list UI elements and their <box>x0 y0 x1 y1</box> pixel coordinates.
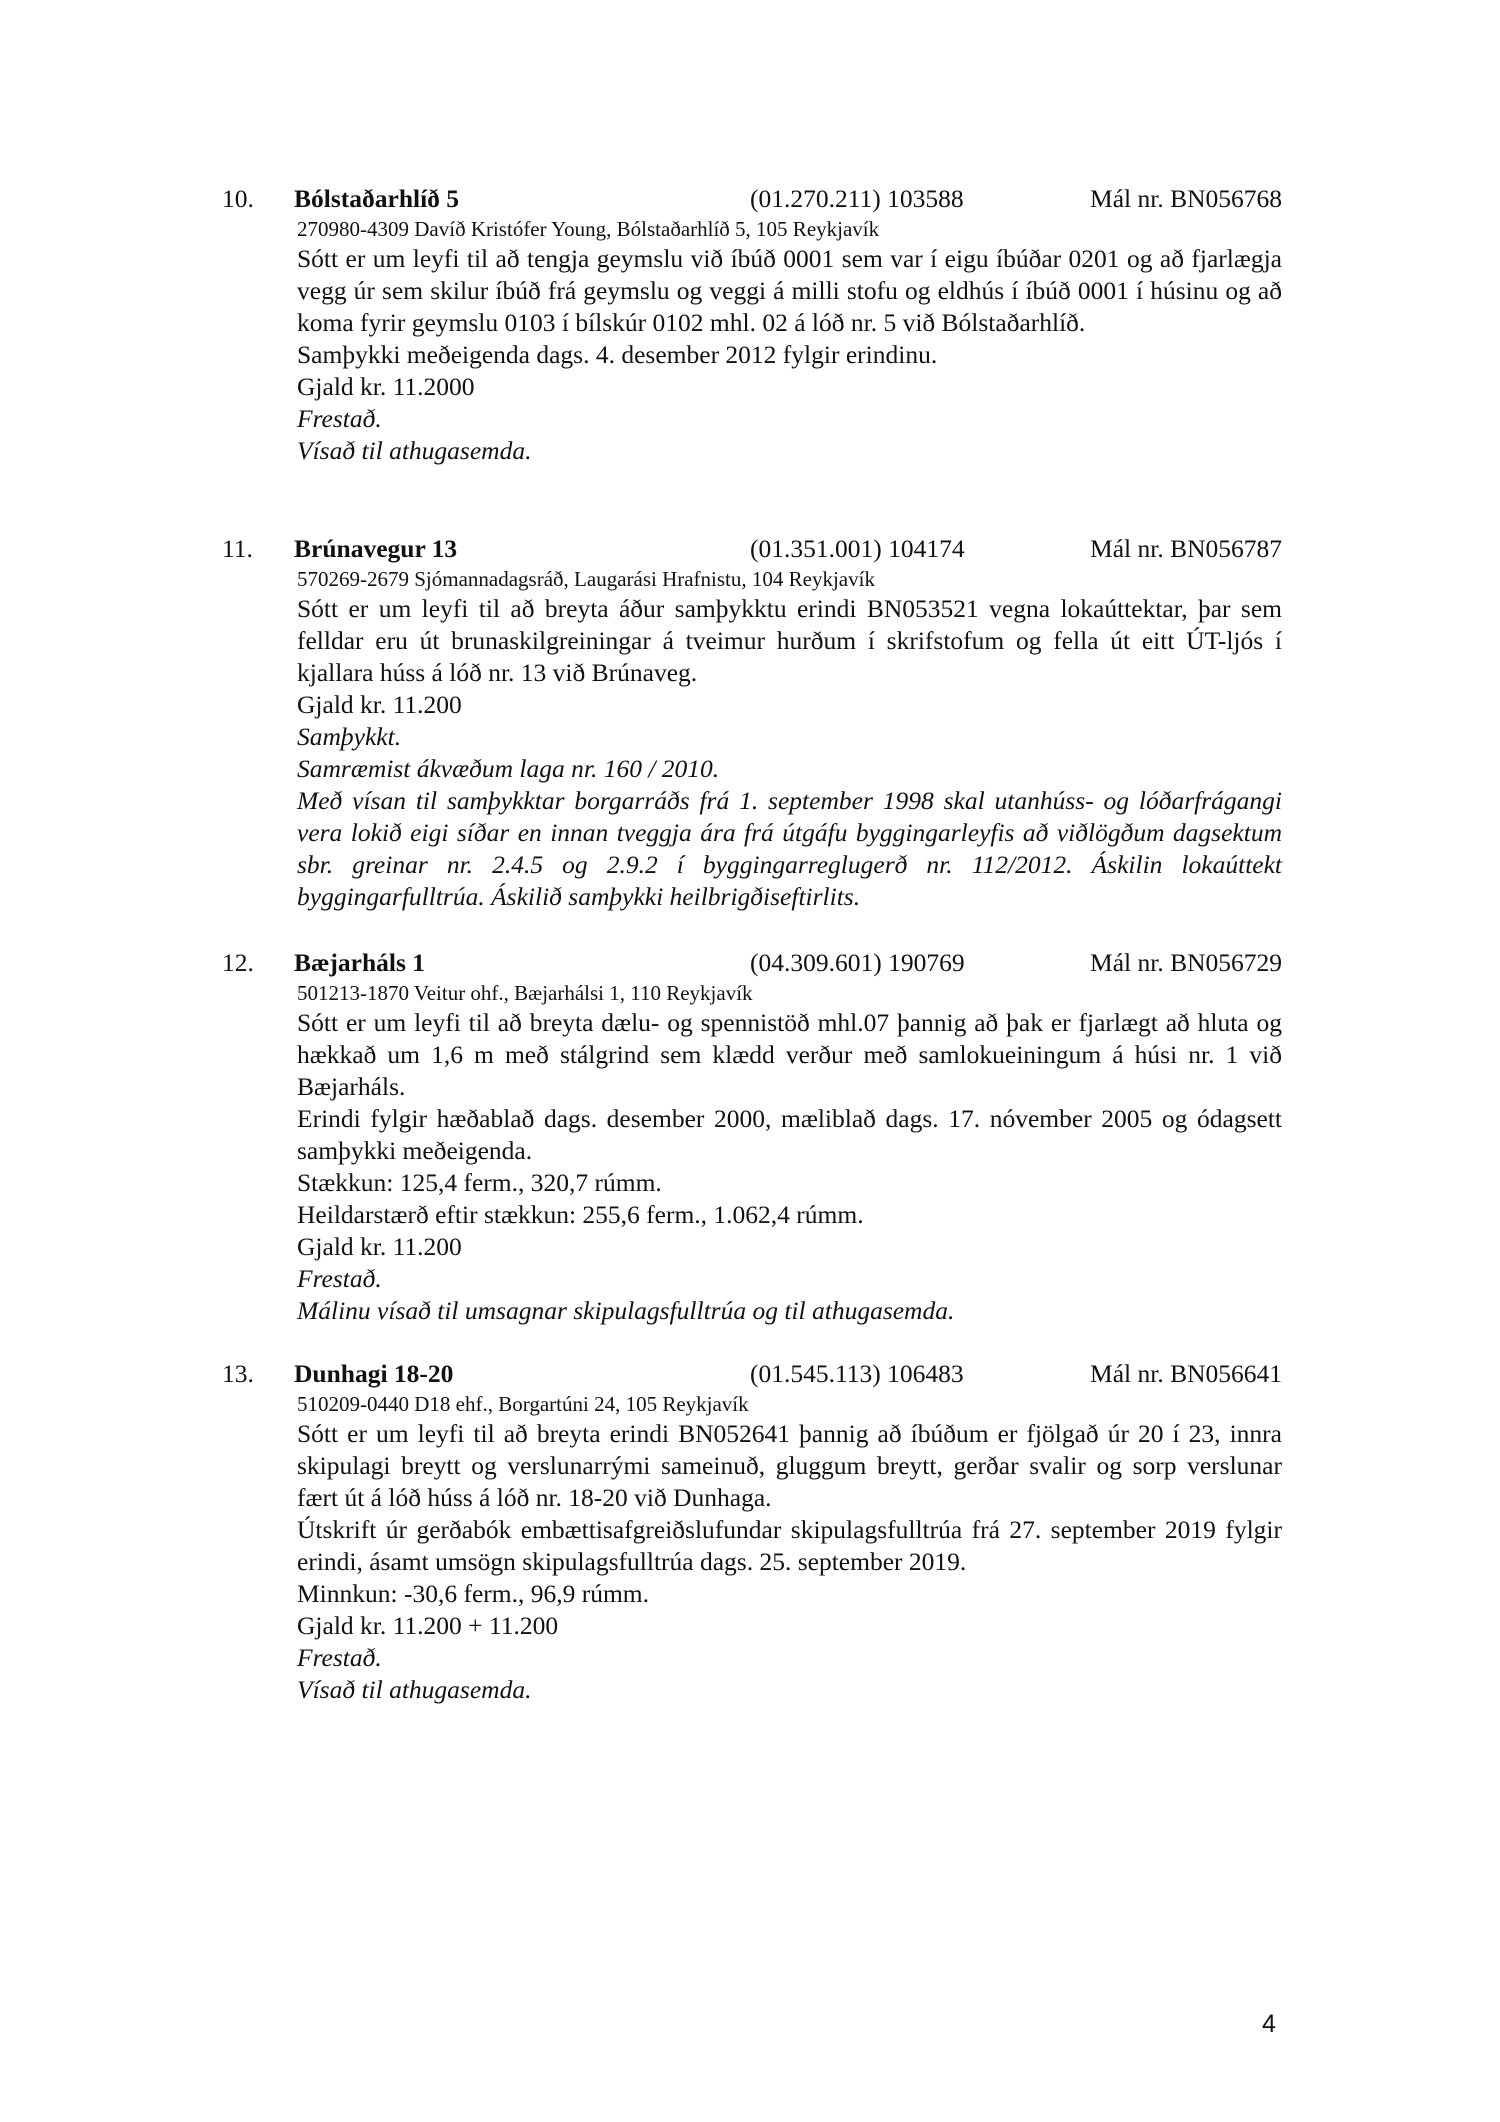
item-land-number: (04.309.601) 190769 <box>750 948 965 977</box>
item-header <box>222 946 1282 980</box>
item-land-number: (01.270.211) 103588 <box>750 184 964 213</box>
item-header <box>222 182 1282 216</box>
item-address: Bólstaðarhlíð 5 <box>294 184 460 213</box>
agenda-item-12 <box>222 946 1282 1327</box>
item-applicant: 570269-2679 Sjómannadagsráð, Laugarási Hrafnistu, 104 Reykjavík <box>297 567 875 591</box>
item-description-attachments: Útskrift úr gerðabók embættisafgreiðslufundar skipulagsfulltrúa frá 27. september 2019 fylgir erindi, ásamt umsögn skipulagsfulltrúa dags. 25. september 2019. <box>297 1515 1282 1576</box>
item-note: Með vísan til samþykktar borgarráðs frá 1. september 1998 skal utanhúss- og lóðarfrágangi vera lokið eigi síðar en innan tveggja ára frá útgáfu byggingarleyfis að viðlögðum dagsektum sbr. greinar nr. 2.4.5 og 2.9.2 í byggingarreglugerð nr. 112/2012. Áskilin lokaúttekt byggingarfulltrúa. Áskilið samþykki heilbrigðiseftirlits. <box>297 786 1282 911</box>
agenda-item-11 <box>222 532 1282 913</box>
item-case-number: Mál nr. BN056768 <box>1090 184 1282 213</box>
item-detail: Minnkun: -30,6 ferm., 96,9 rúmm. <box>297 1579 650 1608</box>
page-number: 4 <box>1262 2010 1276 2038</box>
item-land-number: (01.351.001) 104174 <box>750 534 965 563</box>
item-body <box>297 566 1282 913</box>
item-number: 11. <box>222 534 253 563</box>
item-number: 10. <box>222 184 254 213</box>
item-description: Sótt er um leyfi til að breyta áður samþykktu erindi BN053521 vegna lokaúttektar, þar sem felldar eru út brunaskilgreiningar á tveimur hurðum í skrifstofum og fella út eitt ÚT-ljós í kjallara húss á lóð nr. 13 við Brúnaveg. <box>297 594 1282 687</box>
item-decision: Frestað. <box>297 404 382 433</box>
item-applicant: 501213-1870 Veitur ohf., Bæjarhálsi 1, 110 Reykjavík <box>297 981 753 1005</box>
item-land-number: (01.545.113) 106483 <box>750 1359 964 1388</box>
item-description: Sótt er um leyfi til að breyta dælu- og spennistöð mhl.07 þannig að þak er fjarlægt að hluta og hækkað um 1,6 m með stálgrind sem klædd verður með samlokueiningum á húsi nr. 1 við Bæjarháls. <box>297 1008 1282 1101</box>
item-number: 12. <box>222 948 254 977</box>
item-fee: Gjald kr. 11.200 <box>297 690 462 719</box>
item-description: Sótt er um leyfi til að breyta erindi BN052641 þannig að íbúðum er fjölgað úr 20 í 23, innra skipulagi breytt og verslunarrými sameinuð, gluggum breytt, gerðar svalir og sorp verslunar fært út á lóð húss á lóð nr. 18-20 við Dunhaga. <box>297 1419 1282 1512</box>
item-address: Dunhagi 18-20 <box>294 1359 454 1388</box>
item-applicant: 510209-0440 D18 ehf., Borgartúni 24, 105 Reykjavík <box>297 1392 749 1416</box>
item-fee: Gjald kr. 11.2000 <box>297 372 475 401</box>
item-header <box>222 532 1282 566</box>
item-fee: Gjald kr. 11.200 + 11.200 <box>297 1611 559 1640</box>
item-decision: Frestað. <box>297 1264 382 1293</box>
item-decision: Samþykkt. <box>297 722 402 751</box>
item-fee: Gjald kr. 11.200 <box>297 1232 462 1261</box>
item-case-number: Mál nr. BN056729 <box>1090 948 1282 977</box>
item-decision: Frestað. <box>297 1643 382 1672</box>
item-decision: Samræmist ákvæðum laga nr. 160 / 2010. <box>297 754 720 783</box>
item-decision: Vísað til athugasemda. <box>297 436 532 465</box>
item-address: Bæjarháls 1 <box>294 948 426 977</box>
agenda-item-13 <box>222 1357 1282 1706</box>
item-detail: Samþykki meðeigenda dags. 4. desember 2012 fylgir erindinu. <box>297 340 938 369</box>
item-description-attachments: Erindi fylgir hæðablað dags. desember 2000, mæliblað dags. 17. nóvember 2005 og ódagsett samþykki meðeigenda. <box>297 1104 1282 1165</box>
agenda-item-10 <box>222 182 1282 467</box>
item-detail: Stækkun: 125,4 ferm., 320,7 rúmm. <box>297 1168 662 1197</box>
item-decision: Málinu vísað til umsagnar skipulagsfulltrúa og til athugasemda. <box>297 1296 955 1325</box>
item-address: Brúnavegur 13 <box>294 534 458 563</box>
item-decision: Vísað til athugasemda. <box>297 1675 532 1704</box>
item-body <box>297 1391 1282 1706</box>
item-number: 13. <box>222 1359 254 1388</box>
item-header <box>222 1357 1282 1391</box>
item-case-number: Mál nr. BN056641 <box>1090 1359 1282 1388</box>
item-applicant: 270980-4309 Davíð Kristófer Young, Bólstaðarhlíð 5, 105 Reykjavík <box>297 217 880 241</box>
item-detail: Heildarstærð eftir stækkun: 255,6 ferm., 1.062,4 rúmm. <box>297 1200 864 1229</box>
item-body <box>297 980 1282 1327</box>
item-body <box>297 216 1282 467</box>
item-case-number: Mál nr. BN056787 <box>1090 534 1282 563</box>
item-description: Sótt er um leyfi til að tengja geymslu við íbúð 0001 sem var í eigu íbúðar 0201 og að fjarlægja vegg úr sem skilur íbúð frá geymslu og veggi á milli stofu og eldhús í íbúð 0001 í húsinu og að koma fyrir geymslu 0103 í bílskúr 0102 mhl. 02 á lóð nr. 5 við Bólstaðarhlíð. <box>297 244 1282 337</box>
